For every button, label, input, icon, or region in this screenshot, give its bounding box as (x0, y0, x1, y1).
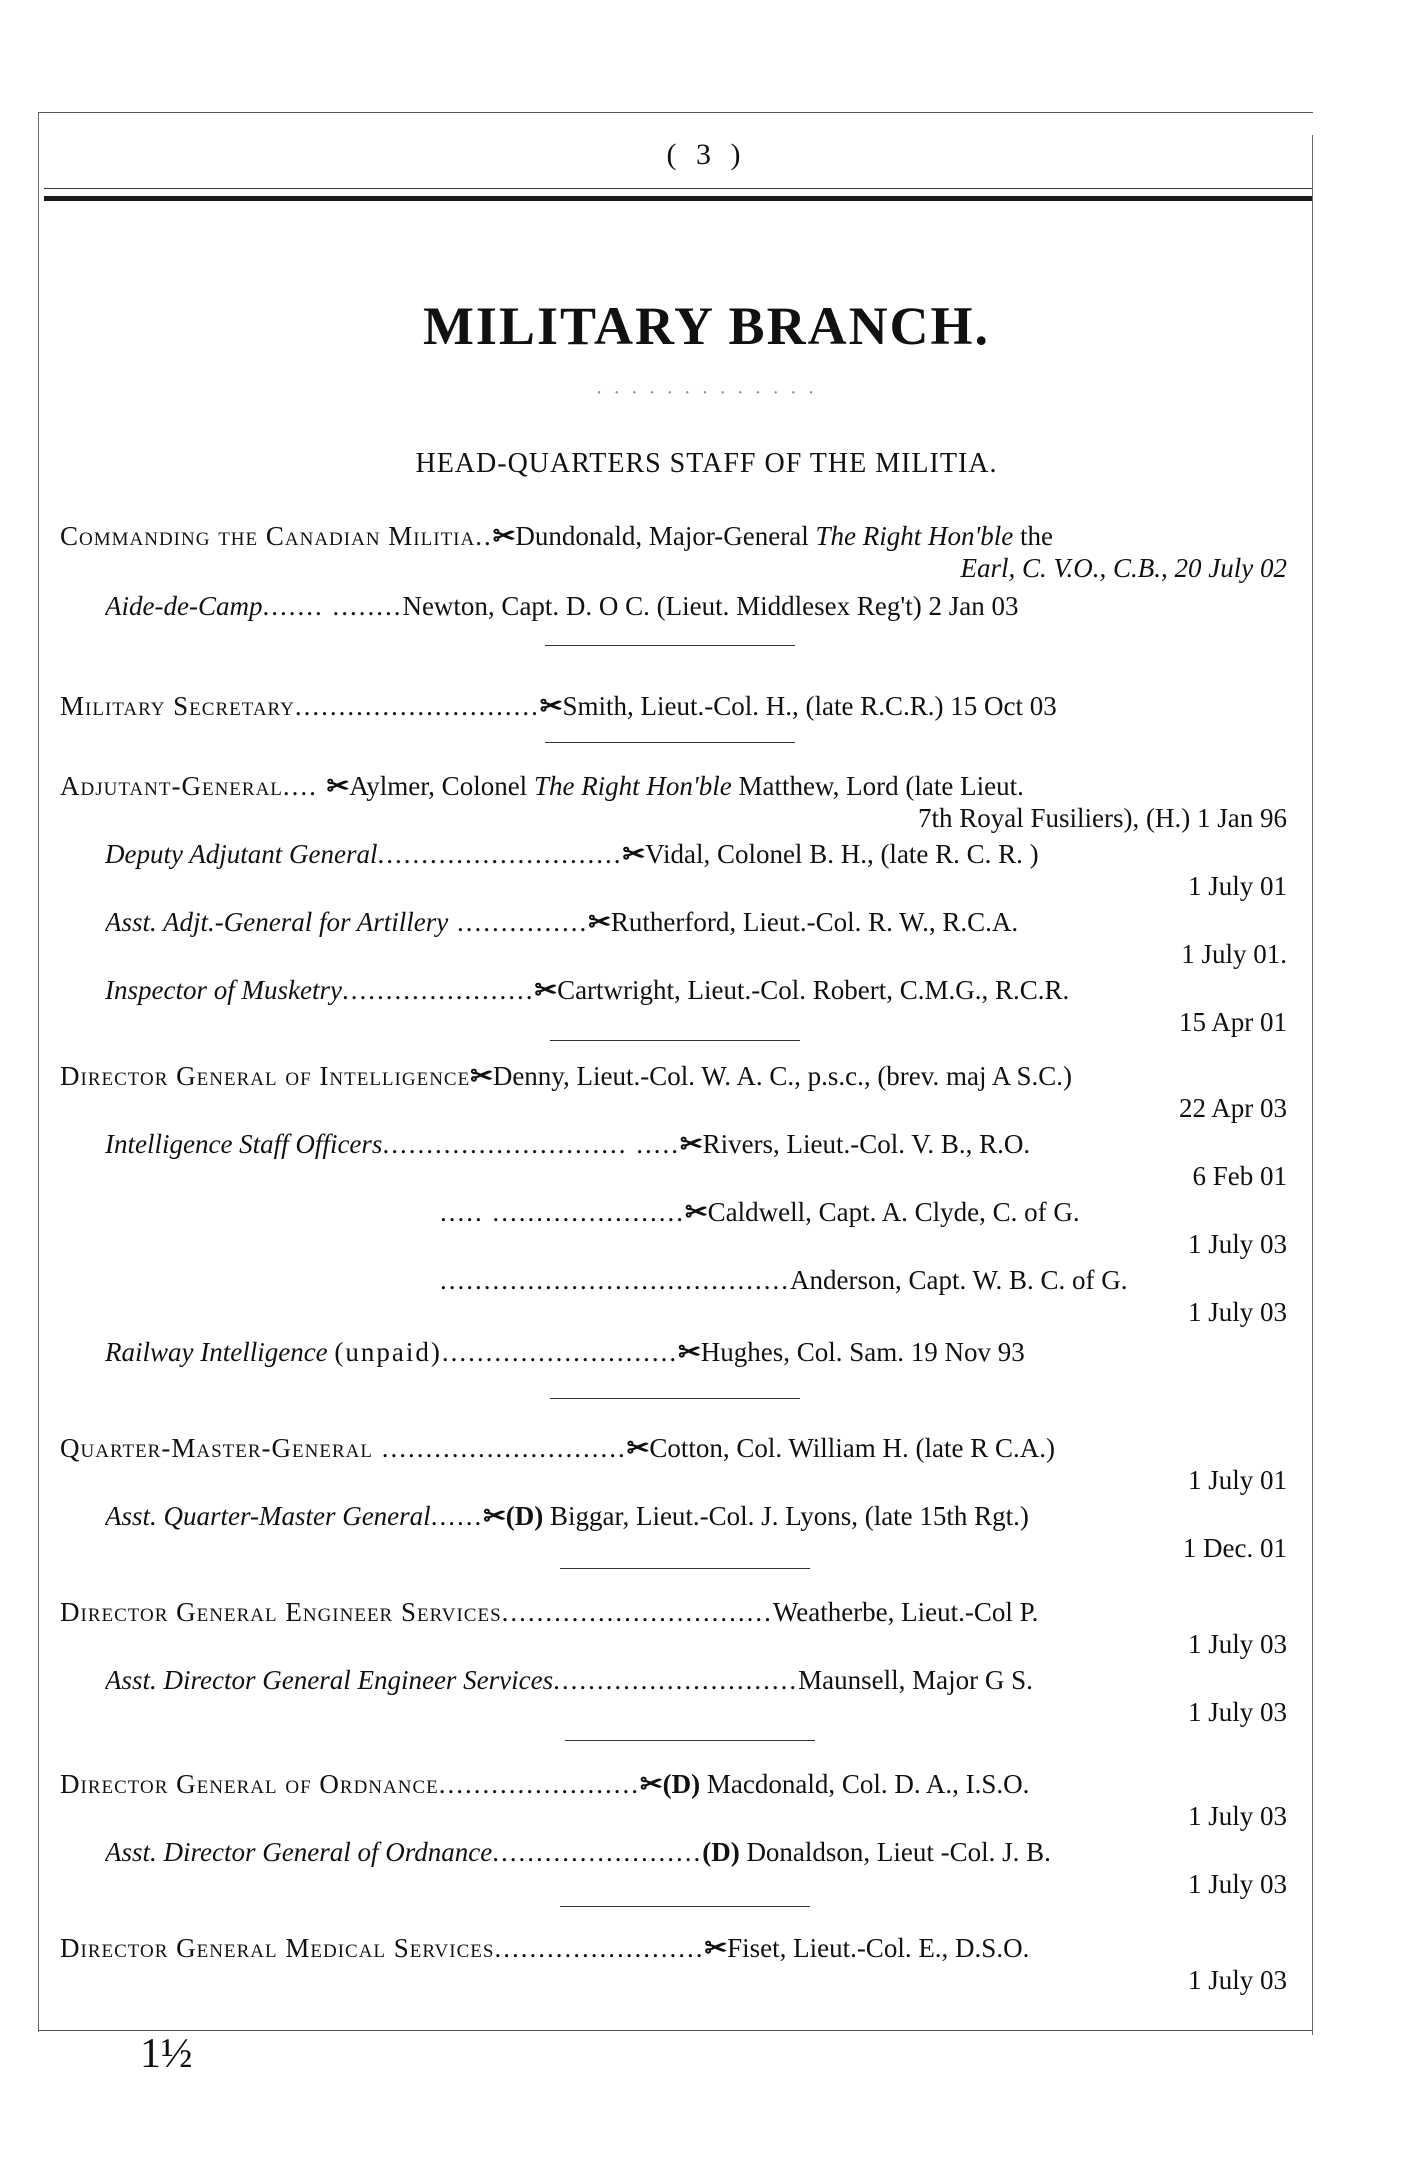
officer-name: Donaldson, Lieut -Col. J. B. (746, 1837, 1051, 1867)
page-number: ( 3 ) (666, 138, 747, 171)
officer-name: Aylmer, Colonel (349, 771, 528, 801)
staff-entry-military-secretary (60, 690, 1305, 722)
appointment-date: 1 July 03 (1187, 1869, 1287, 1899)
officer-name-rest: Matthew, Lord (late Lieut. (738, 771, 1024, 801)
officer-name: Weatherbe, Lieut.-Col P. (772, 1597, 1039, 1627)
officer-name: Smith, Lieut.-Col. H., (late R.C.R.) 15 Oct 03 (562, 691, 1057, 721)
officer-name: Maunsell, Major G S. (798, 1665, 1033, 1695)
appointment-date: 15 Apr 01 (1179, 1007, 1287, 1037)
scissors-mark-icon: ✂ (492, 521, 516, 551)
section-separator (560, 1906, 810, 1907)
appointment-date: 1 July 01 (1187, 871, 1287, 901)
appointment-date: 1 July 03 (1187, 1801, 1287, 1831)
staff-entry-aide-de-camp (105, 590, 1305, 622)
leader-dots: ............................ (372, 1433, 627, 1463)
section-separator (550, 1040, 800, 1041)
office-label: Director General Medical Services (60, 1933, 495, 1963)
title-ornament: · · · · · · · · · · · · · (595, 382, 818, 404)
officer-name-rest: the (1020, 521, 1053, 551)
scissors-mark-icon: ✂ (704, 1933, 728, 1963)
staff-entry-asst-director-engineer (105, 1664, 1305, 1728)
office-label: Deputy Adjutant General (105, 839, 378, 869)
officer-name: Anderson, Capt. W. B. C. of G. (790, 1265, 1128, 1295)
office-label: Adjutant-General (60, 771, 283, 801)
staff-entry-adjutant-general (60, 770, 1305, 834)
officer-name: Biggar, Lieut.-Col. J. Lyons, (late 15th Rgt.) (550, 1501, 1029, 1531)
leader-dots: .. (475, 521, 493, 551)
leader-dots: ............................ (294, 691, 540, 721)
office-label: Director General of Intelligence (60, 1061, 471, 1091)
staff-entry-intelligence-officer (440, 1264, 1305, 1328)
scissors-mark-icon: ✂ (685, 1197, 708, 1227)
appointment-date: 1 July 03 (1187, 1697, 1287, 1727)
officer-name: Denny, Lieut.-Col. W. A. C., p.s.c., (brev. maj A S.C.) (492, 1061, 1073, 1091)
section-subtitle: HEAD-QUARTERS STAFF OF THE MILITIA. (415, 448, 998, 479)
staff-entry-inspector-musketry (105, 974, 1305, 1038)
page-frame-right (1312, 135, 1313, 2035)
scissors-mark-icon: ✂(D) (640, 1769, 701, 1799)
appointment-date: 1 July 03 (1187, 1297, 1287, 1327)
office-label: Director General Engineer Services (60, 1597, 502, 1627)
officer-name: Cotton, Col. William H. (late R C.A.) (649, 1433, 1055, 1463)
staff-entry-intelligence-officer (105, 1128, 1305, 1192)
office-label: Commanding the Canadian Militia (60, 521, 476, 551)
officer-name: Macdonald, Col. D. A., I.S.O. (706, 1769, 1030, 1799)
page-frame-top (38, 112, 1313, 113)
appointment-date: 1 July 03 (1187, 1229, 1287, 1259)
page-title: MILITARY BRANCH. (422, 296, 991, 356)
office-label: Intelligence Staff Officers (105, 1129, 383, 1159)
ordnance-mark: (D) (702, 1837, 740, 1867)
section-separator (560, 1568, 810, 1569)
officer-name: Vidal, Colonel B. H., (late R. C. R. ) (645, 839, 1039, 869)
officer-name: Fiset, Lieut.-Col. E., D.S.O. (727, 1933, 1030, 1963)
section-separator (545, 645, 795, 646)
officer-honorific: The Right Hon'ble (815, 521, 1014, 551)
leader-dots: ........................ (494, 1933, 705, 1963)
officer-name-continued: Earl, C. V.O., C.B., 20 July 02 (960, 553, 1287, 583)
office-label: Asst. Quarter-Master General (105, 1501, 431, 1531)
leader-dots: ............................ (553, 1665, 799, 1695)
section-separator (550, 1398, 800, 1399)
office-label: Inspector of Musketry (105, 975, 342, 1005)
page-frame-bottom (38, 2030, 1313, 2031)
scissors-mark-icon: ✂ (622, 839, 646, 869)
scissors-mark-icon: ✂ (470, 1061, 493, 1091)
leader-dots: ............................... (501, 1597, 773, 1627)
appointment-date: 1 July 01. (1181, 939, 1287, 969)
officer-name: Rutherford, Lieut.-Col. R. W., R.C.A. (610, 907, 1019, 937)
appointment-date: 19 Nov 93 (910, 1337, 1025, 1367)
officer-honorific: The Right Hon'ble (533, 771, 732, 801)
officer-name: Hughes, Col. Sam. (700, 1337, 905, 1367)
staff-entry-railway-intelligence (105, 1336, 1305, 1368)
office-label: Quarter-Master-General (60, 1433, 373, 1463)
leader-dots: ....................... (438, 1769, 640, 1799)
section-separator (545, 742, 795, 743)
scissors-mark-icon: ✂(D) (483, 1501, 544, 1531)
appointment-date: 22 Apr 03 (1179, 1093, 1287, 1123)
office-label: Asst. Director General Engineer Services (105, 1665, 554, 1695)
scissors-mark-icon: ✂ (326, 771, 350, 801)
office-label: Railway Intelligence (105, 1337, 328, 1367)
leader-dots: ........................................ (440, 1265, 790, 1295)
header-rule-thin (44, 188, 1312, 189)
office-label: Aide-de-Camp (105, 591, 263, 621)
scissors-mark-icon: ✂ (534, 975, 558, 1005)
appointment-date: 6 Feb 01 (1192, 1161, 1287, 1191)
officer-name: Dundonald, Major-General (515, 521, 809, 551)
leader-dots: ............... (448, 907, 589, 937)
officer-name: Cartwright, Lieut.-Col. Robert, C.M.G., R.C.R. (557, 975, 1070, 1005)
scissors-mark-icon: ✂ (588, 907, 611, 937)
staff-entry-asst-quarter-master (105, 1500, 1305, 1564)
staff-entry-director-intelligence (60, 1060, 1305, 1124)
office-label: Military Secretary (60, 691, 295, 721)
officer-name: Caldwell, Capt. A. Clyde, C. of G. (707, 1197, 1080, 1227)
scissors-mark-icon: ✂ (626, 1433, 650, 1463)
staff-entry-intelligence-officer (440, 1196, 1305, 1260)
office-label: Asst. Director General of Ordnance (105, 1837, 493, 1867)
leader-dots: ...... (430, 1501, 484, 1531)
appointment-date: 1 July 01 (1187, 1465, 1287, 1495)
leader-dots: ........................ (492, 1837, 703, 1867)
officer-name: Newton, Capt. D. O C. (Lieut. Middlesex Reg't) 2 Jan 03 (402, 591, 1019, 621)
staff-entry-commanding (60, 520, 1305, 584)
leader-dots: .... (282, 771, 327, 801)
staff-entry-deputy-adjutant (105, 838, 1305, 902)
scissors-mark-icon: ✂ (539, 691, 563, 721)
officer-name-continued: 7th Royal Fusiliers), (H.) 1 Jan 96 (918, 803, 1287, 833)
leader-dots: ..... ...................... (440, 1197, 685, 1227)
section-separator (565, 1740, 815, 1741)
scissors-mark-icon: ✂ (678, 1337, 701, 1367)
office-label: Asst. Adjt.-General for Artillery (105, 907, 449, 937)
officer-name: Rivers, Lieut.-Col. V. B., R.O. (702, 1129, 1031, 1159)
leader-dots: ............................ ..... (382, 1129, 680, 1159)
staff-entry-director-engineer (60, 1596, 1305, 1660)
leader-dots: ............................ (377, 839, 623, 869)
appointment-date: 1 Dec. 01 (1182, 1533, 1287, 1563)
leader-dots: ....... ........ (262, 591, 403, 621)
header-rule-thick (44, 196, 1312, 201)
staff-entry-director-ordnance (60, 1768, 1305, 1832)
staff-entry-quarter-master-general (60, 1432, 1305, 1496)
appointment-date: 1 July 03 (1187, 1629, 1287, 1659)
appointment-date: 1 July 03 (1187, 1965, 1287, 1995)
signature-folio: 1½ (140, 2031, 193, 2077)
leader-dots: (unpaid)........................... (334, 1337, 679, 1367)
leader-dots: ...................... (341, 975, 535, 1005)
staff-entry-asst-adjutant-artillery (105, 906, 1305, 970)
office-label: Director General of Ordnance (60, 1769, 439, 1799)
staff-entry-director-medical (60, 1932, 1305, 1996)
scissors-mark-icon: ✂ (679, 1129, 703, 1159)
staff-entry-asst-director-ordnance (105, 1836, 1305, 1900)
